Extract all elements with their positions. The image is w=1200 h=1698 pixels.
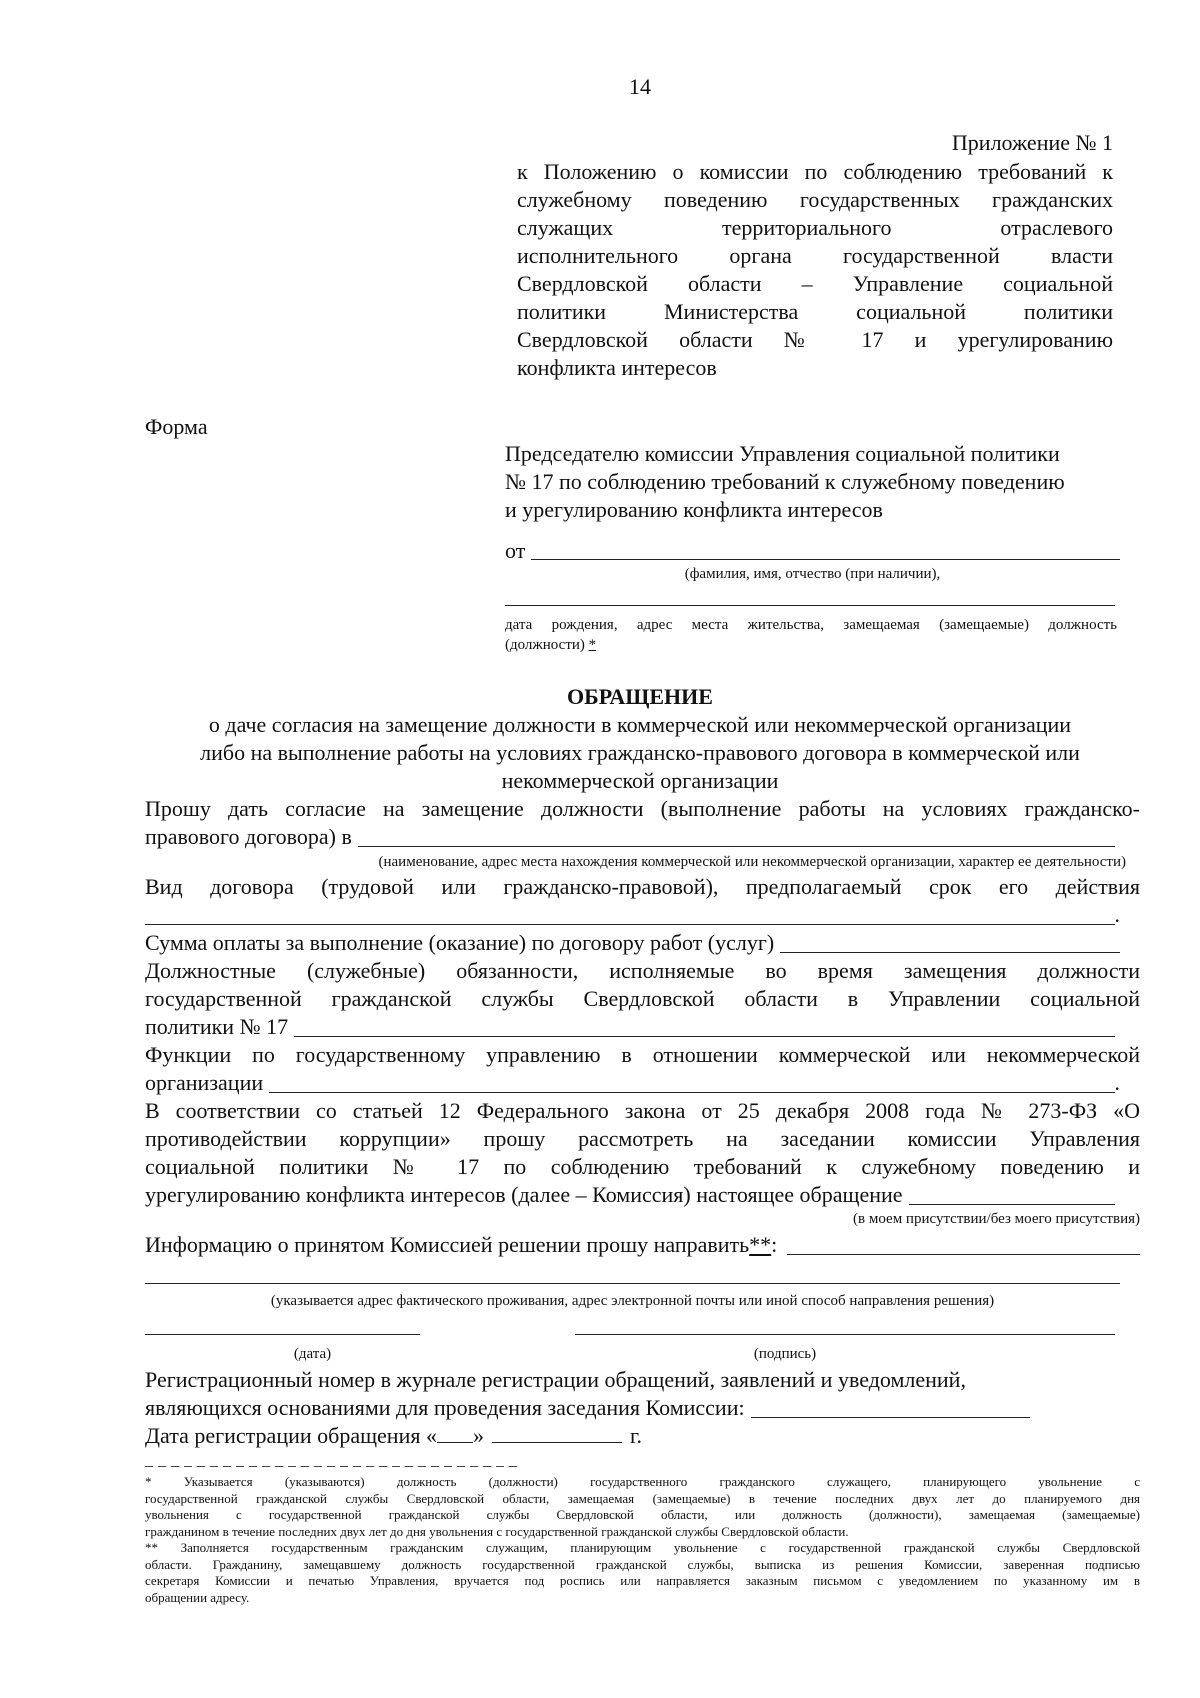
p5-line2: организации (145, 1070, 264, 1095)
subtitle-line: либо на выполнение работы на условиях гражданско-правового договора в коммерческой или (200, 740, 1080, 765)
p4-line3: политики № 17 (145, 1014, 289, 1039)
body (145, 795, 1140, 1450)
organization-field[interactable] (145, 823, 1115, 851)
colon: : (771, 1232, 778, 1257)
details-field[interactable] (505, 605, 1115, 606)
appendix-text (517, 158, 1113, 382)
p1-line1: Прошу дать согласие на замещение должности (выполнение работы на условиях гражданско- (145, 796, 1140, 821)
footnote-ref-2: ** (749, 1232, 772, 1257)
form-label: Форма (145, 414, 208, 439)
fn2-line: области. Гражданину, замещавшему должность государственной гражданской службы, выписка из решения Комиссии, заверенная подписью (145, 1556, 1140, 1572)
addressee-line: Председателю комиссии Управления социальной политики (505, 441, 1060, 466)
appendix-title: Приложение № 1 (951, 130, 1113, 155)
fn2-line: обращении адресу. (145, 1589, 250, 1605)
signature-caption: (подпись) (753, 1346, 817, 1362)
document-subtitle (130, 711, 1150, 795)
details-caption-line (505, 635, 1117, 655)
day-blank[interactable] (437, 1441, 473, 1443)
subtitle-line: некоммерческой организации (501, 768, 779, 793)
appendix-line: политики Министерства социальной политики (517, 299, 1113, 324)
footnote-ref: * (588, 637, 597, 653)
p6-line3: социальной политики № 17 по соблюдению требований к служебному поведению и (145, 1154, 1140, 1179)
name-caption: (фамилия, имя, отчество (при наличии), (684, 566, 941, 582)
fn1-line: государственной гражданской службы Свердловской области, замещаемая (замещаемые) в течение последних двух лет до планируемого дня (145, 1490, 1140, 1506)
fn2-line: ** Заполняется государственным гражданским служащим, планирующим увольнение с государственной гражданской службы Свердловской (145, 1540, 1140, 1555)
presence-caption: (в моем присутствии/без моего присутствия) (853, 1211, 1140, 1227)
month-blank[interactable] (492, 1441, 622, 1443)
details-caption (505, 615, 1117, 655)
p9-mid: » (472, 1423, 484, 1448)
registration-date-field[interactable] (145, 1422, 705, 1450)
appendix-line: исполнительного органа государственной власти (517, 243, 1113, 268)
fn1-line: * Указывается (указываются) должность (должности) государственного гражданского служащего, планирующего увольнение с (145, 1474, 1140, 1489)
fn1-line: увольнения с государственной гражданской службы Свердловской области, или должность (должности), замещаемая (замещаемые) (145, 1507, 1140, 1522)
p4-line1: Должностные (служебные) обязанности, исполняемые во время замещения должности (145, 958, 1140, 983)
appendix-line: служебному поведению государственных гражданских (517, 187, 1113, 212)
contract-field[interactable] (145, 901, 1120, 929)
functions-field[interactable] (145, 1069, 1120, 1097)
p9-end: г. (629, 1423, 643, 1448)
appendix-line: конфликта интересов (517, 355, 717, 380)
addressee-block (505, 440, 1125, 524)
p6-line1: В соответствии со статьей 12 Федерального закона от 25 декабря 2008 года № 273-ФЗ «О (145, 1098, 1140, 1123)
date-signature-row (145, 1318, 1140, 1366)
fn2-line: секретаря Комиссии и печатью Управления, вручается под роспись или направляется заказным письмом с уведомлением по указанному им в (145, 1573, 1140, 1588)
p5-line1: Функции по государственному управлению в отношении коммерческой или некоммерческой (145, 1042, 1140, 1067)
p8-line2: являющихся основаниями для проведения заседания Комиссии: (145, 1395, 745, 1420)
duties-field[interactable] (145, 1013, 1115, 1041)
registration-number-field[interactable] (145, 1394, 1030, 1422)
appendix-line: служащих территориального отраслевого (517, 215, 1113, 240)
period: . (1114, 1070, 1120, 1095)
details-caption-text: (должности) (505, 637, 585, 653)
from-field[interactable] (505, 538, 1120, 564)
page-number: 14 (629, 74, 651, 99)
p6-line4: урегулированию конфликта интересов (далее – Комиссия) настоящее обращение (145, 1182, 903, 1207)
fn1-line: гражданином в течение последних двух лет до дня увольнения с государственной гражданской службы Свердловской области. (145, 1523, 849, 1539)
footnote-separator: _ _ _ _ _ _ _ _ _ _ _ _ _ _ _ _ _ _ _ _ _ _ _ _ _ _ _ _ _ (145, 1452, 518, 1469)
delivery-field-line2[interactable] (145, 1259, 1120, 1284)
addressee-line: и урегулированию конфликта интересов (505, 497, 883, 522)
appendix-line: к Положению о комиссии по соблюдению требований к (517, 159, 1113, 184)
delivery-field[interactable] (145, 1231, 1140, 1259)
p2-line1: Вид договора (трудовой или гражданско-правовой), предполагаемый срок его действия (145, 874, 1140, 899)
p3: Сумма оплаты за выполнение (оказание) по договору работ (услуг) (145, 930, 775, 955)
signature-field[interactable] (575, 1334, 1115, 1335)
subtitle-line: о даче согласия на замещение должности в коммерческой или некоммерческой организации (208, 712, 1072, 737)
period: . (1114, 902, 1120, 927)
document-title: ОБРАЩЕНИЕ (567, 684, 713, 709)
date-caption: (дата) (293, 1346, 332, 1362)
from-label: от (505, 538, 526, 563)
organization-caption: (наименование, адрес места нахождения коммерческой или некоммерческой организации, характер ее деятельности) (378, 854, 1126, 870)
p9-label: Дата регистрации обращения « (145, 1423, 437, 1448)
p7: Информацию о принятом Комиссией решении прошу направить (145, 1232, 750, 1257)
p8-line1: Регистрационный номер в журнале регистрации обращений, заявлений и уведомлений, (145, 1367, 966, 1392)
details-caption-line: дата рождения, адрес места жительства, замещаемая (замещаемые) должность (505, 617, 1117, 633)
presence-field[interactable] (145, 1181, 1115, 1209)
p6-line2: противодействии коррупции» прошу рассмотреть на заседании комиссии Управления (145, 1126, 1140, 1151)
appendix-line: Свердловской области – Управление социальной (517, 271, 1113, 296)
date-field[interactable] (145, 1334, 420, 1335)
appendix-line: Свердловской области № 17 и урегулированию (517, 327, 1113, 352)
p4-line2: государственной гражданской службы Свердловской области в Управлении социальной (145, 986, 1140, 1011)
p1-line2: правового договора) в (145, 824, 352, 849)
payment-field[interactable] (145, 929, 1120, 957)
footnotes (145, 1474, 1140, 1606)
addressee-line: № 17 по соблюдению требований к служебному поведению (505, 469, 1065, 494)
delivery-caption: (указывается адрес фактического проживания, адрес электронной почты или иной способ направления решения) (270, 1293, 995, 1309)
